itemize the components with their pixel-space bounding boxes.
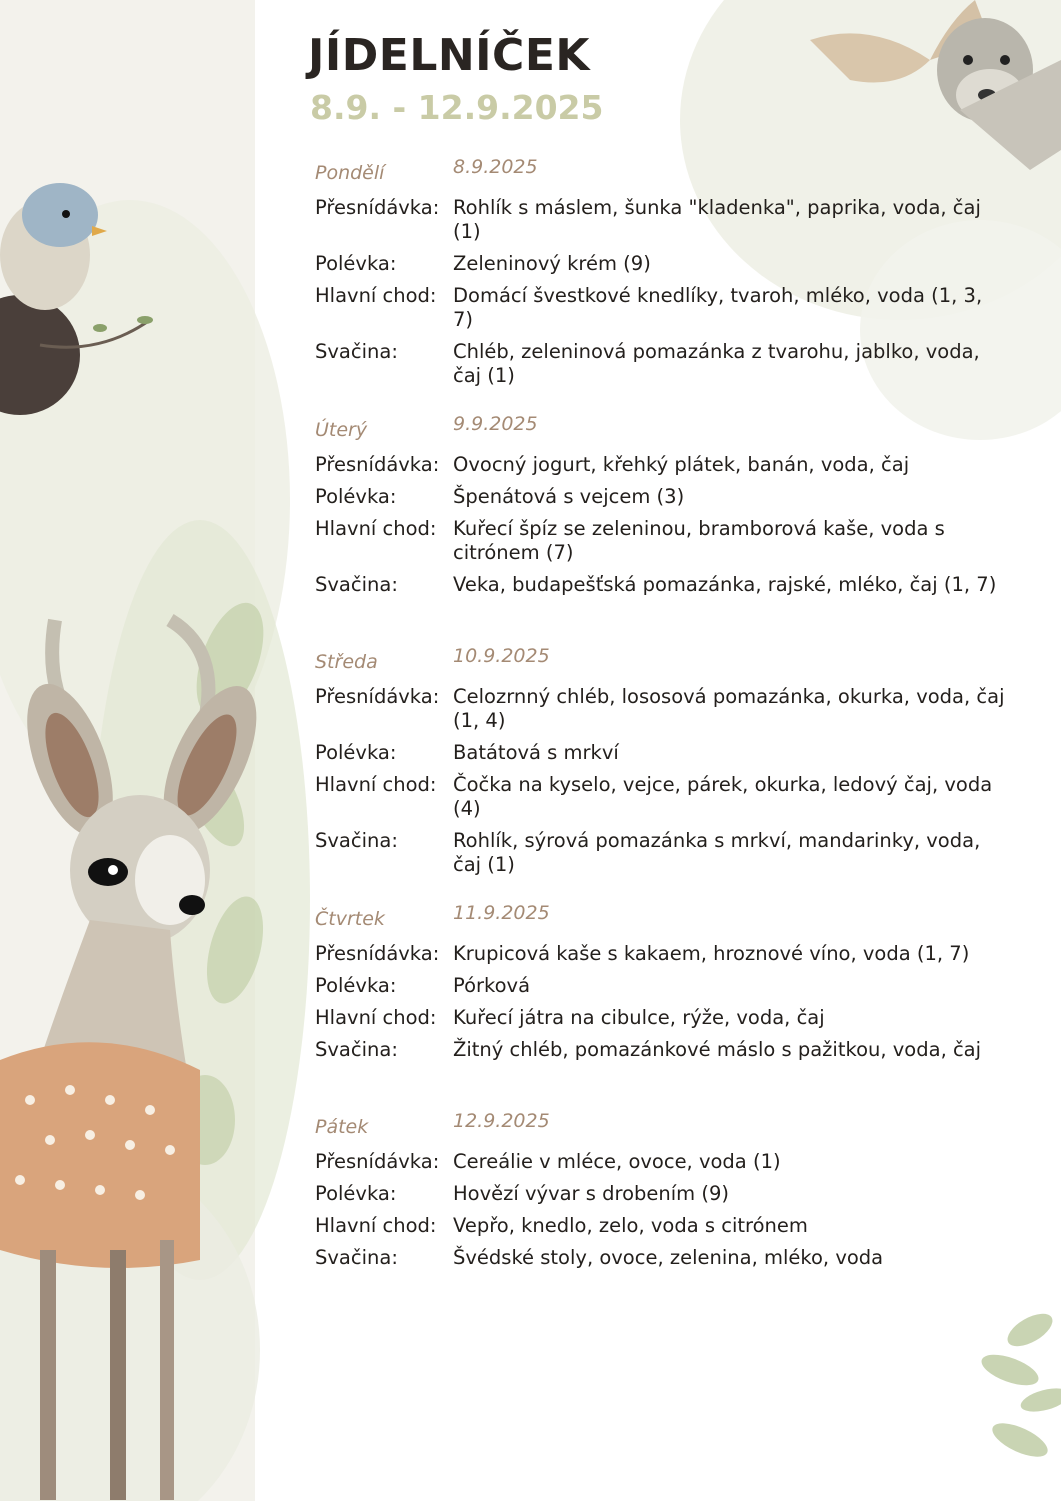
meal-label: Hlavní chod: [315, 773, 437, 796]
day-header [315, 413, 1015, 453]
meal-label: Polévka: [315, 252, 397, 275]
day-section [315, 1110, 1015, 1278]
meal-label: Hlavní chod: [315, 517, 437, 540]
day-header [315, 902, 1015, 942]
meal-label: Svačina: [315, 340, 398, 363]
meal-row [315, 1038, 1015, 1062]
meal-row [315, 1246, 1015, 1270]
meal-text: Ovocný jogurt, křehký plátek, banán, voda, čaj [453, 453, 910, 476]
meal-row [315, 1006, 1015, 1030]
meal-label: Hlavní chod: [315, 284, 437, 307]
meal-row [315, 453, 1015, 477]
meal-label: Přesnídávka: [315, 685, 440, 708]
meal-row [315, 284, 1015, 332]
meal-text: Pórková [453, 974, 531, 997]
meal-row [315, 1182, 1015, 1206]
meal-text: Domácí švestkové knedlíky, tvaroh, mléko, voda (1, 3, 7) [453, 284, 983, 331]
meal-text: Špenátová s vejcem (3) [453, 485, 685, 508]
meal-row [315, 974, 1015, 998]
meal-label: Polévka: [315, 1182, 397, 1205]
meal-label: Svačina: [315, 1038, 398, 1061]
meal-label: Svačina: [315, 573, 398, 596]
day-date: 12.9.2025 [453, 1110, 550, 1132]
meal-text: Krupicová kaše s kakaem, hroznové víno, voda (1, 7) [453, 942, 970, 965]
meal-row [315, 196, 1015, 244]
day-name: Pondělí [315, 162, 385, 184]
day-section [315, 413, 1015, 605]
day-section [315, 156, 1015, 396]
day-header [315, 156, 1015, 196]
meal-text: Rohlík s máslem, šunka "kladenka", paprika, voda, čaj (1) [453, 196, 981, 243]
meal-text: Žitný chléb, pomazánkové máslo s pažitkou, voda, čaj [453, 1038, 982, 1061]
meal-text: Švédské stoly, ovoce, zelenina, mléko, voda [453, 1246, 884, 1269]
meal-row [315, 685, 1015, 733]
day-section [315, 645, 1015, 885]
meal-row [315, 1214, 1015, 1238]
meal-row [315, 340, 1015, 388]
page-title: JÍDELNÍČEK [308, 30, 590, 81]
day-date: 10.9.2025 [453, 645, 550, 667]
day-section [315, 902, 1015, 1070]
meal-text: Kuřecí špíz se zeleninou, bramborová kaše, voda s citrónem (7) [453, 517, 945, 564]
meal-label: Polévka: [315, 485, 397, 508]
meal-row [315, 485, 1015, 509]
meal-text: Kuřecí játra na cibulce, rýže, voda, čaj [453, 1006, 825, 1029]
meal-label: Svačina: [315, 1246, 398, 1269]
meal-text: Veka, budapešťská pomazánka, rajské, mléko, čaj (1, 7) [453, 573, 997, 596]
meal-label: Přesnídávka: [315, 942, 440, 965]
meal-label: Polévka: [315, 741, 397, 764]
meal-text: Rohlík, sýrová pomazánka s mrkví, mandarinky, voda, čaj (1) [453, 829, 981, 876]
meal-text: Batátová s mrkví [453, 741, 619, 764]
meal-row [315, 942, 1015, 966]
meal-label: Přesnídávka: [315, 196, 440, 219]
meal-label: Svačina: [315, 829, 398, 852]
day-header [315, 645, 1015, 685]
day-name: Čtvrtek [315, 908, 385, 930]
plant-icon [978, 1307, 1061, 1463]
meal-row [315, 573, 1015, 597]
meal-text: Chléb, zeleninová pomazánka z tvarohu, jablko, voda, čaj (1) [453, 340, 980, 387]
meal-label: Přesnídávka: [315, 453, 440, 476]
day-date: 11.9.2025 [453, 902, 550, 924]
date-range: 8.9. - 12.9.2025 [310, 88, 604, 127]
meal-row [315, 1150, 1015, 1174]
meal-text: Hovězí vývar s drobením (9) [453, 1182, 729, 1205]
meal-row [315, 829, 1015, 877]
meal-row [315, 517, 1015, 565]
meal-row [315, 773, 1015, 821]
meal-row [315, 252, 1015, 276]
day-name: Úterý [315, 419, 368, 441]
meal-text: Zeleninový krém (9) [453, 252, 651, 275]
day-name: Pátek [315, 1116, 369, 1138]
day-date: 8.9.2025 [453, 156, 538, 178]
meal-text: Čočka na kyselo, vejce, párek, okurka, ledový čaj, voda (4) [453, 773, 993, 820]
meal-row [315, 741, 1015, 765]
meal-label: Přesnídávka: [315, 1150, 440, 1173]
meal-label: Hlavní chod: [315, 1006, 437, 1029]
meal-text: Cereálie v mléce, ovoce, voda (1) [453, 1150, 781, 1173]
meal-label: Polévka: [315, 974, 397, 997]
day-date: 9.9.2025 [453, 413, 538, 435]
meal-label: Hlavní chod: [315, 1214, 437, 1237]
meal-text: Celozrnný chléb, lososová pomazánka, okurka, voda, čaj (1, 4) [453, 685, 1005, 732]
day-name: Středa [315, 651, 378, 673]
meal-text: Vepřo, knedlo, zelo, voda s citrónem [453, 1214, 808, 1237]
day-header [315, 1110, 1015, 1150]
